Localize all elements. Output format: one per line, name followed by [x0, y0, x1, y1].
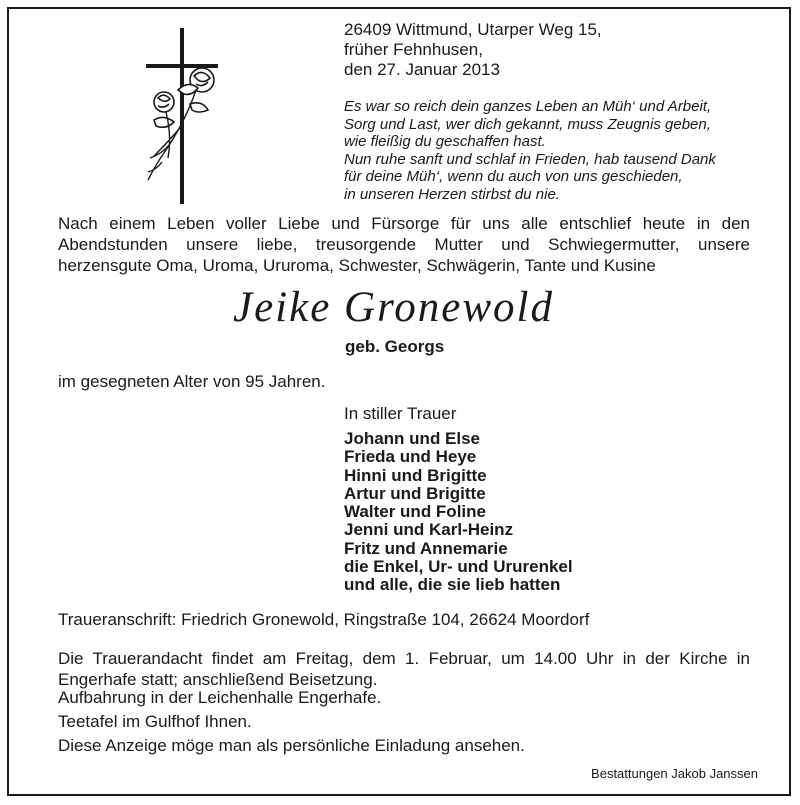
- mourner-entry: Jenni und Karl-Heinz: [344, 520, 514, 540]
- invitation-note: Diese Anzeige möge man als persönliche Einladung ansehen.: [58, 736, 525, 755]
- mourner-entry: Walter und Foline: [344, 502, 486, 522]
- header-line: 26409 Wittmund, Utarper Weg 15,: [344, 20, 602, 39]
- header-line: früher Fehnhusen,: [344, 40, 483, 59]
- laying-out-note: Aufbahrung in der Leichenhalle Engerhafe.: [58, 688, 382, 707]
- cross-with-roses-icon: [140, 24, 230, 210]
- mourners-heading: In stiller Trauer: [344, 404, 457, 423]
- intro-paragraph: Nach einem Leben voller Liebe und Fürsorge für uns alle entschlief heute in den Abendstunden unsere liebe, treusorgende Mutter und Schwiegermutter, unsere herzensgute Oma, Uroma, Ururoma, Schwester, Schwägerin, Tante und Kusine: [58, 214, 750, 275]
- mourner-entry: Fritz und Annemarie: [344, 538, 508, 558]
- age-statement: im gesegneten Alter von 95 Jahren.: [58, 372, 326, 391]
- poem-line: wie fleißig du geschaffen hast.: [344, 133, 546, 151]
- poem-line: Es war so reich dein ganzes Leben an Müh‘ und Arbeit,: [344, 98, 712, 115]
- mourner-entry: und alle, die sie lieb hatten: [344, 575, 561, 595]
- service-announcement: Die Trauerandacht findet am Freitag, dem 1. Februar, um 14.00 Uhr in der Kirche in Engerhafe statt; anschließend Beisetzung.: [58, 649, 750, 689]
- poem-verse: [344, 98, 716, 204]
- mourner-entry: Hinni und Brigitte: [344, 465, 487, 485]
- header-line: den 27. Januar 2013: [344, 60, 500, 79]
- poem-line: Sorg und Last, wer dich gekannt, muss Zeugnis geben,: [344, 115, 711, 133]
- mourner-entry: Johann und Else: [344, 429, 481, 448]
- poem-line: in unseren Herzen stirbst du nie.: [344, 185, 560, 203]
- deceased-name: Jeike Gronewold: [233, 284, 554, 331]
- mourner-entry: die Enkel, Ur- und Ururenkel: [344, 557, 573, 577]
- poem-line: für deine Müh‘, wenn du auch von uns geschieden,: [344, 168, 683, 186]
- mourner-entry: Frieda und Heye: [344, 447, 477, 467]
- date-address-block: [344, 20, 602, 80]
- poem-line: Nun ruhe sanft und schlaf in Frieden, hab tausend Dank: [344, 150, 716, 168]
- reception-note: Teetafel im Gulfhof Ihnen.: [58, 712, 252, 731]
- mourners-list: [344, 430, 573, 595]
- mourner-entry: Artur und Brigitte: [344, 483, 486, 503]
- funeral-home-credit: Bestattungen Jakob Janssen: [591, 766, 758, 781]
- mourning-address: Traueranschrift: Friedrich Gronewold, Ringstraße 104, 26624 Moordorf: [58, 610, 590, 629]
- maiden-name: geb. Georgs: [345, 337, 445, 356]
